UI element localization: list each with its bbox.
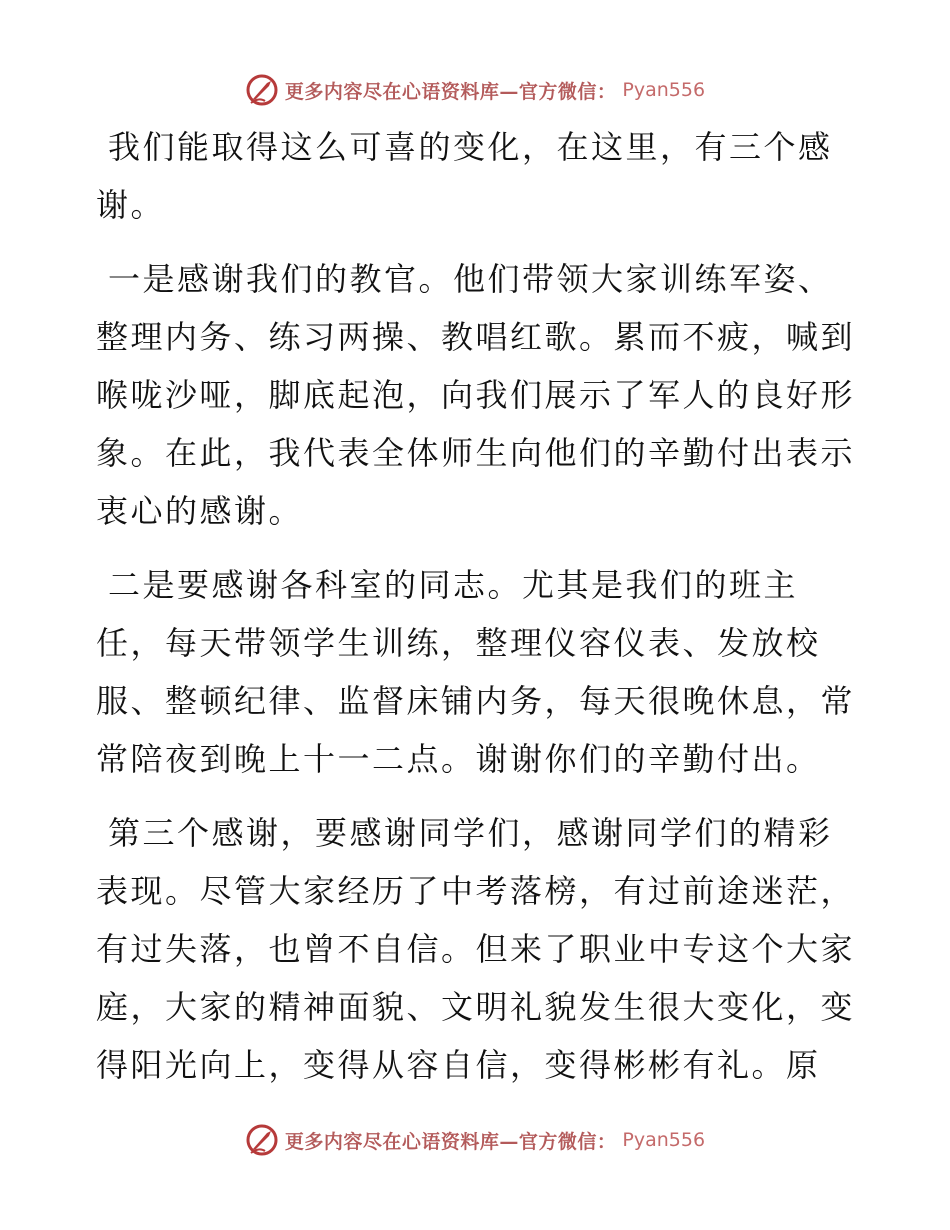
header-banner-text: 更多内容尽在心语资料库—官方微信： (284, 80, 617, 103)
header-banner-contact: Pyan556 (622, 79, 706, 101)
header-banner (0, 68, 950, 112)
paragraph: 我们能取得这么可喜的变化，在这里，有三个感谢。 (96, 128, 833, 224)
paragraph: 一是感谢我们的教官。他们带领大家训练军姿、整理内务、练习两操、教唱红歌。累而不疲，喊到喉咙沙哑，脚底起泡，向我们展示了军人的良好形象。在此，我代表全体师生向他们的辛勤付出表示衷心的感谢。 (96, 260, 856, 530)
footer-banner-contact: Pyan556 (622, 1129, 706, 1151)
paragraph: 二是要感谢各科室的同志。尤其是我们的班主任，每天带领学生训练，整理仪容仪表、发放校服、整顿纪律、监督床铺内务，每天很晚休息，常常陪夜到晚上十一二点。谢谢你们的辛勤付出。 (96, 566, 856, 778)
footer-banner (0, 1118, 950, 1162)
body-text (96, 118, 856, 1094)
quill-logo-icon (245, 1123, 279, 1157)
quill-logo-icon (245, 73, 279, 107)
paragraph: 第三个感谢，要感谢同学们，感谢同学们的精彩表现。尽管大家经历了中考落榜，有过前途迷茫，有过失落，也曾不自信。但来了职业中专这个大家庭，大家的精神面貌、文明礼貌发生很大变化，变得阳光向上，变得从容自信，变得彬彬有礼。原 (96, 814, 856, 1084)
footer-banner-text: 更多内容尽在心语资料库—官方微信： (284, 1130, 617, 1153)
